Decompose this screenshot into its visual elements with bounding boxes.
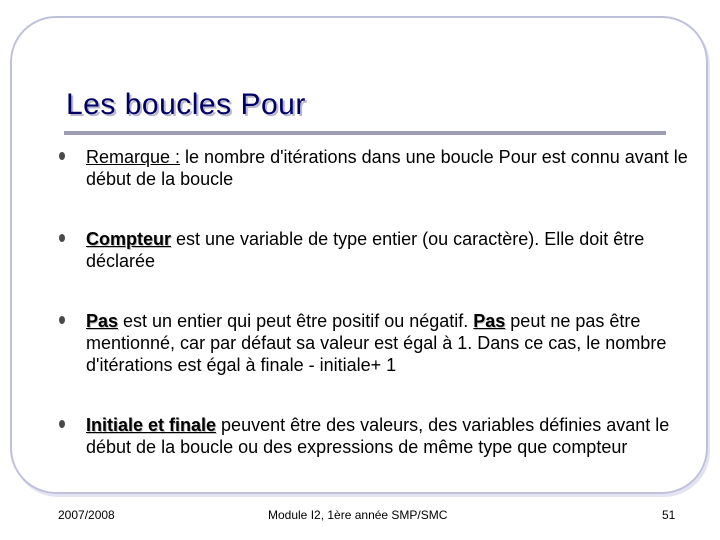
bullet-pas [58, 310, 708, 376]
footer-page-number: 51 [662, 508, 676, 522]
bullet-text: peuvent être des valeurs, des variables définies avant le début de la boucle ou des expressions de même type que compteur [86, 415, 670, 457]
bullet-initiale-finale [58, 414, 708, 458]
footer-date: 2007/2008 [58, 508, 115, 522]
term-initiale-finale: Initiale et finale [86, 415, 217, 435]
bullet-dot-icon [59, 316, 65, 324]
bullet-dot-icon [59, 152, 65, 160]
bullet-text: est une variable de type entier (ou caractère). Elle doit être déclarée [86, 229, 645, 271]
bullet-compteur [58, 228, 708, 272]
term-pas-second: Pas [473, 311, 506, 331]
bullet-text: peut ne pas être mentionné, car par défaut sa valeur est égal à 1. Dans ce cas, le nombre d'itérations est égal à finale - initiale+ 1 [86, 311, 667, 375]
bullet-text: le nombre d'itérations dans une boucle Pour est connu avant le début de la boucle [86, 147, 688, 189]
title-underline [64, 131, 666, 135]
bullet-dot-icon [59, 420, 65, 428]
term-pas: Pas [86, 311, 119, 331]
bullet-remarque [58, 146, 708, 190]
footer-course: Module I2, 1ère année SMP/SMC [268, 508, 448, 522]
bullet-dot-icon [59, 234, 65, 242]
term-remarque: Remarque : [86, 147, 181, 167]
bullet-list [58, 146, 708, 458]
slide-title: Les boucles Pour [66, 88, 306, 121]
bullet-text: est un entier qui peut être positif ou négatif. [118, 311, 474, 331]
term-compteur: Compteur [86, 229, 171, 249]
